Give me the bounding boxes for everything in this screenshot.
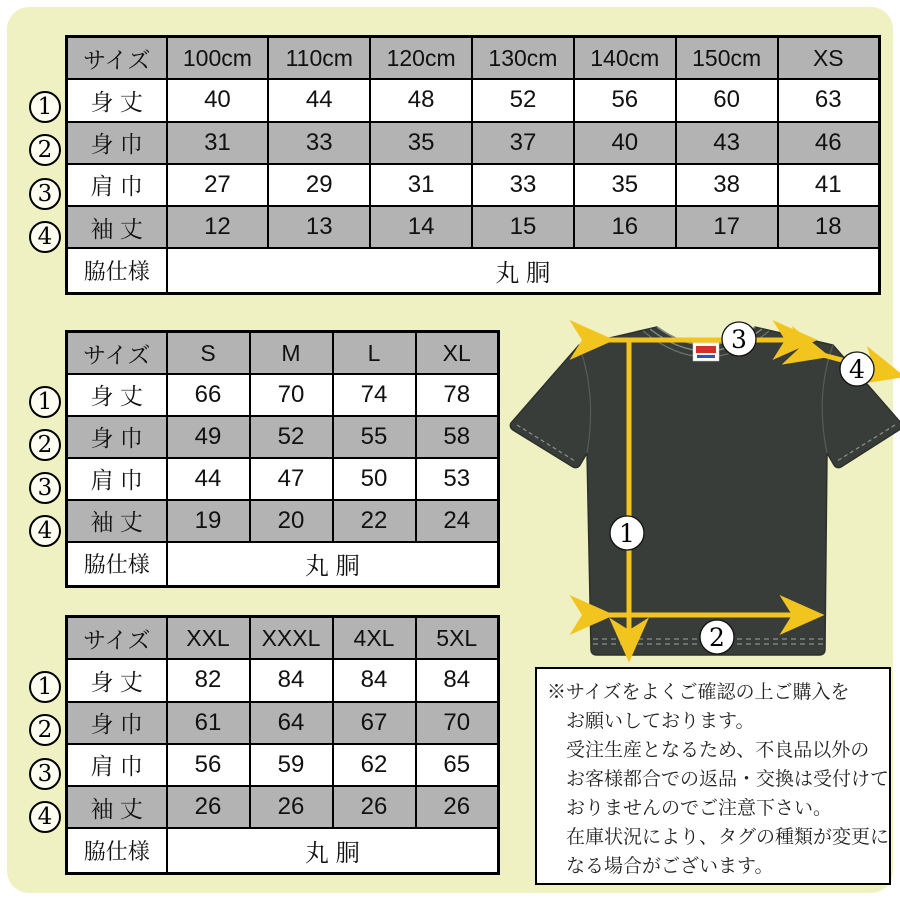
measure-value-cell: 20 <box>250 500 333 542</box>
measure-value-cell: 47 <box>250 458 333 500</box>
measure-value-cell: 53 <box>416 458 499 500</box>
row-number-badge: 3 <box>29 758 61 790</box>
size-column-header: 4XL <box>333 617 416 660</box>
measure-row-label: 身 丈 <box>67 79 167 121</box>
measure-value-cell: 82 <box>167 659 250 701</box>
measure-value-cell: 29 <box>268 164 370 206</box>
note-line: 受注生産となるため、不良品以外の <box>566 740 870 761</box>
measure-value-cell: 56 <box>574 79 676 121</box>
side-spec-value: 丸 胴 <box>167 828 499 873</box>
row-number-badge: 2 <box>29 134 61 166</box>
size-column-header: 120cm <box>370 37 472 80</box>
size-column-header: 110cm <box>268 37 370 80</box>
measure-value-cell: 26 <box>333 786 416 828</box>
size-table <box>65 35 881 295</box>
measure-value-cell: 41 <box>778 164 880 206</box>
purchase-note-box <box>535 667 891 885</box>
shoulder-width-badge: 3 <box>731 325 747 354</box>
row-number-badge: 4 <box>29 221 61 253</box>
note-line: お願いしております。 <box>566 711 755 732</box>
measure-row-label: 袖 丈 <box>67 206 167 248</box>
row-number-badge: 1 <box>29 386 61 418</box>
measure-value-cell: 52 <box>472 79 574 121</box>
size-column-header: M <box>250 332 333 375</box>
row-number-badge: 4 <box>29 515 61 547</box>
measure-value-cell: 12 <box>167 206 269 248</box>
measure-value-cell: 64 <box>250 702 333 744</box>
note-line: ※サイズをよくご確認の上ご購入を <box>547 682 850 703</box>
measure-value-cell: 84 <box>250 659 333 701</box>
body-length-badge: 1 <box>619 519 635 548</box>
measure-value-cell: 31 <box>167 122 269 164</box>
size-table-adult <box>65 330 500 588</box>
measure-row-label: 身 巾 <box>67 702 167 744</box>
measure-value-cell: 38 <box>676 164 778 206</box>
size-column-header: 140cm <box>574 37 676 80</box>
row-number-badge: 3 <box>29 178 61 210</box>
row-number-badge: 1 <box>29 671 61 703</box>
measure-value-cell: 63 <box>778 79 880 121</box>
measure-row-label: 袖 丈 <box>67 786 167 828</box>
side-spec-value: 丸 胴 <box>167 542 499 587</box>
measure-row-label: 肩 巾 <box>67 164 167 206</box>
side-spec-label: 脇仕様 <box>67 248 167 293</box>
side-spec-value: 丸 胴 <box>167 248 880 293</box>
row-number-badge: 2 <box>29 714 61 746</box>
measure-value-cell: 48 <box>370 79 472 121</box>
measure-row-label: 身 巾 <box>67 416 167 458</box>
brand-tag <box>693 343 719 361</box>
measure-row-label: 肩 巾 <box>67 458 167 500</box>
measure-row-label: 袖 丈 <box>67 500 167 542</box>
measure-row-label: 身 丈 <box>67 374 167 416</box>
measure-value-cell: 84 <box>333 659 416 701</box>
measure-row-label: 身 丈 <box>67 659 167 701</box>
row-number-badge: 4 <box>29 801 61 833</box>
sleeve-length-badge: 4 <box>849 355 865 384</box>
measure-value-cell: 44 <box>268 79 370 121</box>
measure-value-cell: 26 <box>167 786 250 828</box>
size-column-header: 5XL <box>416 617 499 660</box>
measure-value-cell: 70 <box>416 702 499 744</box>
measure-value-cell: 37 <box>472 122 574 164</box>
measure-value-cell: 15 <box>472 206 574 248</box>
measure-value-cell: 33 <box>472 164 574 206</box>
measure-value-cell: 65 <box>416 744 499 786</box>
side-spec-label: 脇仕様 <box>67 542 167 587</box>
measure-row-label: 肩 巾 <box>67 744 167 786</box>
size-header-label: サイズ <box>67 617 167 660</box>
note-line: 在庫状況により、タグの種類が変更に <box>566 827 890 848</box>
measure-value-cell: 19 <box>167 500 250 542</box>
measure-value-cell: 84 <box>416 659 499 701</box>
size-column-header: 100cm <box>167 37 269 80</box>
size-header-label: サイズ <box>67 332 167 375</box>
measure-value-cell: 24 <box>416 500 499 542</box>
measure-value-cell: 67 <box>333 702 416 744</box>
row-number-badge: 2 <box>29 429 61 461</box>
size-column-header: 130cm <box>472 37 574 80</box>
size-table <box>65 615 500 875</box>
size-column-header: 150cm <box>676 37 778 80</box>
row-number-badge: 3 <box>29 472 61 504</box>
size-table-kids <box>65 35 881 295</box>
measure-value-cell: 40 <box>167 79 269 121</box>
measure-value-cell: 16 <box>574 206 676 248</box>
measure-value-cell: 31 <box>370 164 472 206</box>
measure-value-cell: 46 <box>778 122 880 164</box>
size-column-header: L <box>333 332 416 375</box>
measure-value-cell: 26 <box>416 786 499 828</box>
measure-value-cell: 44 <box>167 458 250 500</box>
measure-value-cell: 74 <box>333 374 416 416</box>
note-line: おりませんのでご注意下さい。 <box>566 798 833 819</box>
measure-value-cell: 59 <box>250 744 333 786</box>
measure-value-cell: 33 <box>268 122 370 164</box>
measure-value-cell: 35 <box>370 122 472 164</box>
size-column-header: XS <box>778 37 880 80</box>
measure-value-cell: 14 <box>370 206 472 248</box>
size-chart-panel <box>7 7 893 893</box>
measure-value-cell: 56 <box>167 744 250 786</box>
note-line: なる場合がございます。 <box>566 856 774 877</box>
measure-value-cell: 27 <box>167 164 269 206</box>
size-column-header: S <box>167 332 250 375</box>
measure-value-cell: 58 <box>416 416 499 458</box>
measure-value-cell: 13 <box>268 206 370 248</box>
size-column-header: XXXL <box>250 617 333 660</box>
measure-value-cell: 17 <box>676 206 778 248</box>
measure-value-cell: 70 <box>250 374 333 416</box>
body-width-badge: 2 <box>709 623 725 652</box>
measure-value-cell: 40 <box>574 122 676 164</box>
measure-value-cell: 49 <box>167 416 250 458</box>
measure-value-cell: 55 <box>333 416 416 458</box>
measure-value-cell: 66 <box>167 374 250 416</box>
measure-value-cell: 35 <box>574 164 676 206</box>
tshirt-illustration <box>507 315 900 665</box>
measure-value-cell: 18 <box>778 206 880 248</box>
size-column-header: XL <box>416 332 499 375</box>
measure-value-cell: 22 <box>333 500 416 542</box>
measure-value-cell: 61 <box>167 702 250 744</box>
size-header-label: サイズ <box>67 37 167 80</box>
note-line: お客様都合での返品・交換は受付けて <box>566 769 890 790</box>
size-column-header: XXL <box>167 617 250 660</box>
measure-value-cell: 78 <box>416 374 499 416</box>
row-number-badge: 1 <box>29 91 61 123</box>
measure-value-cell: 26 <box>250 786 333 828</box>
measure-value-cell: 62 <box>333 744 416 786</box>
side-spec-label: 脇仕様 <box>67 828 167 873</box>
size-table-big <box>65 615 500 875</box>
measure-row-label: 身 巾 <box>67 122 167 164</box>
measure-value-cell: 52 <box>250 416 333 458</box>
tshirt-measure-diagram <box>507 315 900 665</box>
measure-value-cell: 43 <box>676 122 778 164</box>
measure-value-cell: 50 <box>333 458 416 500</box>
measure-value-cell: 60 <box>676 79 778 121</box>
size-table <box>65 330 500 588</box>
